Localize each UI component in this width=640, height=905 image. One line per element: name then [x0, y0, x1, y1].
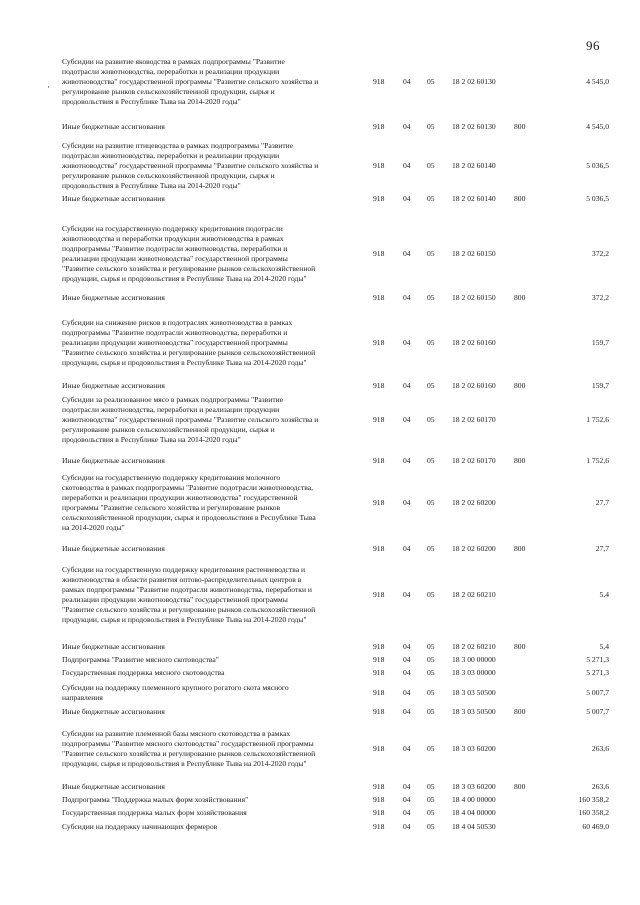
ministry-code: 918	[373, 590, 385, 599]
ministry-code: 918	[373, 415, 385, 424]
target-article-code: 18 2 02 60150	[452, 249, 496, 258]
expense-type-code: 800	[514, 381, 526, 390]
subsection-code: 05	[427, 707, 435, 716]
amount-value: 60 469,0	[582, 822, 609, 831]
ministry-code: 918	[373, 122, 385, 131]
target-article-code: 18 3 00 00000	[452, 655, 496, 664]
row-description: Субсидии на государственную поддержку кредитования растениеводства и животноводства в области развития оптово-распределительных центров в рамках подпрограммы "Развитие подотрасли животноводства, переработки и реализации продукции животноводства" государственной программы "Развитие сельского хозяйства и регулирование рынков сельскохозяйственной продукции, сырья и продовольствия в Республике Тыва на 2014-2020 годы"	[62, 565, 316, 624]
row-description: Субсидии на развитие птицеводства в рамках подпрограммы "Развитие подотрасли животноводства, переработки и реализации продукции животноводства" государственной программы "Развитие сельского хозяйства и регулирование рынков сельскохозяйственной продукции, сырья и продовольствия в Республике Тыва на 2014-2020 годы"	[62, 141, 319, 190]
amount-value: 4 545,0	[586, 122, 609, 131]
target-article-code: 18 4 00 00000	[452, 795, 496, 804]
ministry-code: 918	[373, 194, 385, 203]
section-code: 04	[403, 668, 411, 677]
amount-value: 372,2	[591, 293, 609, 302]
amount-value: 160 358,2	[578, 795, 609, 804]
amount-value: 4 545,0	[586, 77, 609, 86]
target-article-code: 18 3 03 00000	[452, 668, 496, 677]
amount-value: 5,4	[599, 642, 609, 651]
section-code: 04	[403, 161, 411, 170]
section-code: 04	[403, 822, 411, 831]
subsection-code: 05	[427, 822, 435, 831]
subsection-code: 05	[427, 161, 435, 170]
ministry-code: 918	[373, 456, 385, 465]
ministry-code: 918	[373, 642, 385, 651]
amount-value: 160 358,2	[578, 808, 609, 817]
section-code: 04	[403, 498, 411, 507]
target-article-code: 18 3 03 50500	[452, 707, 496, 716]
subsection-code: 05	[427, 655, 435, 664]
row-description: Государственная поддержка мясного скотоводства	[62, 668, 225, 677]
ministry-code: 918	[373, 744, 385, 753]
target-article-code: 18 2 02 60170	[452, 456, 496, 465]
target-article-code: 18 2 02 60210	[452, 642, 496, 651]
subsection-code: 05	[427, 688, 435, 697]
target-article-code: 18 2 02 60130	[452, 77, 496, 86]
row-description: Иные бюджетные ассигнования	[62, 642, 165, 651]
row-description: Субсидии на государственную поддержку кредитования молочного скотоводства в рамках подпрограммы "Развитие подотрасли животноводства, переработки и реализации продукции животноводства" государственной программы "Развитие сельского хозяйства и регулирование рынков сельскохозяйственной продукции, сырья и продовольствия в Республике Тыва на 2014-2020 годы"	[62, 473, 316, 532]
amount-value: 372,2	[591, 249, 609, 258]
amount-value: 5 036,5	[586, 161, 609, 170]
amount-value: 5 271,3	[586, 668, 609, 677]
target-article-code: 18 2 02 60160	[452, 381, 496, 390]
section-code: 04	[403, 415, 411, 424]
subsection-code: 05	[427, 415, 435, 424]
row-description: Субсидии на развитие племенной базы мясного скотоводства в рамках подпрограммы "Развитие мясного скотоводства" государственной программы "Развитие сельского хозяйства и регулирование рынков сельскохозяйственной продукции, сырья и продовольствия в Республике Тыва на 2014-2020 годы"	[62, 729, 316, 768]
row-description: Иные бюджетные ассигнования	[62, 194, 165, 203]
ministry-code: 918	[373, 822, 385, 831]
section-code: 04	[403, 795, 411, 804]
ministry-code: 918	[373, 338, 385, 347]
row-description: Иные бюджетные ассигнования	[62, 293, 165, 302]
section-code: 04	[403, 338, 411, 347]
target-article-code: 18 4 04 50530	[452, 822, 496, 831]
ministry-code: 918	[373, 498, 385, 507]
row-description: Иные бюджетные ассигнования	[62, 782, 165, 791]
subsection-code: 05	[427, 381, 435, 390]
amount-value: 1 752,6	[586, 456, 609, 465]
row-description: Субсидии на снижение рисков в подотраслях животноводства в рамках подпрограммы "Развитие подотрасли животноводства, переработки и реализации продукции животноводства" государственной программы "Развитие сельского хозяйства и регулирование рынков сельскохозяйственной продукции, сырья и продовольствия в Республике Тыва на 2014-2020 годы"	[62, 318, 316, 367]
amount-value: 5 007,7	[586, 688, 609, 697]
subsection-code: 05	[427, 338, 435, 347]
ministry-code: 918	[373, 77, 385, 86]
row-description: Субсидии за реализованное мясо в рамках подпрограммы "Развитие подотрасли животноводства, переработки и реализации продукции животноводства" государственной программы "Развитие сельского хозяйства и регулирование рынков сельскохозяйственной продукции, сырья и продовольствия в Республике Тыва на 2014-2020 годы"	[62, 395, 319, 444]
expense-type-code: 800	[514, 293, 526, 302]
expense-type-code: 800	[514, 707, 526, 716]
section-code: 04	[403, 655, 411, 664]
subsection-code: 05	[427, 668, 435, 677]
target-article-code: 18 2 02 60160	[452, 338, 496, 347]
expense-type-code: 800	[514, 782, 526, 791]
target-article-code: 18 2 02 60200	[452, 544, 496, 553]
subsection-code: 05	[427, 194, 435, 203]
ministry-code: 918	[373, 782, 385, 791]
row-description: Иные бюджетные ассигнования	[62, 381, 165, 390]
section-code: 04	[403, 808, 411, 817]
section-code: 04	[403, 544, 411, 553]
ministry-code: 918	[373, 795, 385, 804]
subsection-code: 05	[427, 498, 435, 507]
target-article-code: 18 2 02 60140	[452, 161, 496, 170]
subsection-code: 05	[427, 249, 435, 258]
target-article-code: 18 3 03 60200	[452, 782, 496, 791]
section-code: 04	[403, 249, 411, 258]
expense-type-code: 800	[514, 642, 526, 651]
target-article-code: 18 2 02 60200	[452, 498, 496, 507]
row-description: Подпрограмма "Поддержка малых форм хозяйствования"	[62, 795, 249, 804]
subsection-code: 05	[427, 77, 435, 86]
expense-type-code: 800	[514, 122, 526, 131]
row-description: Субсидии на государственную поддержку кредитования подотрасли животноводства и переработки продукции животноводства в рамках подпрограммы "Развитие подотрасли животноводства, переработки и реализации продукции животноводства" государственной программы "Развитие сельского хозяйства и регулирование рынков сельскохозяйственной продукции, сырья и продовольствия в Республике Тыва на 2014-2020 годы"	[62, 224, 316, 283]
section-code: 04	[403, 590, 411, 599]
target-article-code: 18 2 02 60130	[452, 122, 496, 131]
subsection-code: 05	[427, 795, 435, 804]
subsection-code: 05	[427, 744, 435, 753]
amount-value: 5 007,7	[586, 707, 609, 716]
subsection-code: 05	[427, 544, 435, 553]
subsection-code: 05	[427, 590, 435, 599]
row-description: Иные бюджетные ассигнования	[62, 456, 165, 465]
amount-value: 5,4	[599, 590, 609, 599]
target-article-code: 18 3 03 60200	[452, 744, 496, 753]
section-code: 04	[403, 194, 411, 203]
expense-type-code: 800	[514, 544, 526, 553]
amount-value: 5 036,5	[586, 194, 609, 203]
row-description: Субсидии на развитие яководства в рамках подпрограммы "Развитие подотрасли животноводства, переработки и реализации продукции животноводства" государственной программы "Развитие сельского хозяйства и регулирование рынков сельскохозяйственной продукции, сырья и продовольствия в Республике Тыва на 2014-2020 годы"	[62, 57, 319, 106]
row-description: Подпрограмма "Развитие мясного скотоводства"	[62, 655, 219, 664]
amount-value: 159,7	[591, 381, 609, 390]
target-article-code: 18 2 02 60150	[452, 293, 496, 302]
subsection-code: 05	[427, 782, 435, 791]
section-code: 04	[403, 456, 411, 465]
section-code: 04	[403, 293, 411, 302]
section-code: 04	[403, 688, 411, 697]
ministry-code: 918	[373, 293, 385, 302]
section-code: 04	[403, 381, 411, 390]
subsection-code: 05	[427, 122, 435, 131]
page-number: 96	[586, 38, 600, 53]
ministry-code: 918	[373, 688, 385, 697]
ministry-code: 918	[373, 808, 385, 817]
expense-type-code: 800	[514, 456, 526, 465]
subsection-code: 05	[427, 642, 435, 651]
margin-mark: ·	[47, 82, 50, 92]
ministry-code: 918	[373, 544, 385, 553]
section-code: 04	[403, 642, 411, 651]
amount-value: 263,6	[591, 744, 609, 753]
section-code: 04	[403, 744, 411, 753]
section-code: 04	[403, 122, 411, 131]
ministry-code: 918	[373, 249, 385, 258]
target-article-code: 18 2 02 60140	[452, 194, 496, 203]
ministry-code: 918	[373, 668, 385, 677]
row-description: Субсидии на поддержку начинающих фермеров	[62, 822, 218, 831]
row-description: Иные бюджетные ассигнования	[62, 544, 165, 553]
amount-value: 159,7	[591, 338, 609, 347]
amount-value: 263,6	[591, 782, 609, 791]
row-description: Субсидии на поддержку племенного крупного рогатого скота мясного направления	[62, 683, 289, 702]
subsection-code: 05	[427, 456, 435, 465]
ministry-code: 918	[373, 655, 385, 664]
subsection-code: 05	[427, 293, 435, 302]
ministry-code: 918	[373, 707, 385, 716]
amount-value: 27,7	[595, 498, 609, 507]
row-description: Иные бюджетные ассигнования	[62, 707, 165, 716]
amount-value: 5 271,3	[586, 655, 609, 664]
subsection-code: 05	[427, 808, 435, 817]
section-code: 04	[403, 707, 411, 716]
target-article-code: 18 4 04 00000	[452, 808, 496, 817]
ministry-code: 918	[373, 381, 385, 390]
expense-type-code: 800	[514, 194, 526, 203]
target-article-code: 18 2 02 60170	[452, 415, 496, 424]
row-description: Государственная поддержка малых форм хозяйствования	[62, 808, 247, 817]
section-code: 04	[403, 77, 411, 86]
section-code: 04	[403, 782, 411, 791]
ministry-code: 918	[373, 161, 385, 170]
row-description: Иные бюджетные ассигнования	[62, 122, 165, 131]
target-article-code: 18 3 03 50500	[452, 688, 496, 697]
amount-value: 1 752,6	[586, 415, 609, 424]
amount-value: 27,7	[595, 544, 609, 553]
target-article-code: 18 2 02 60210	[452, 590, 496, 599]
